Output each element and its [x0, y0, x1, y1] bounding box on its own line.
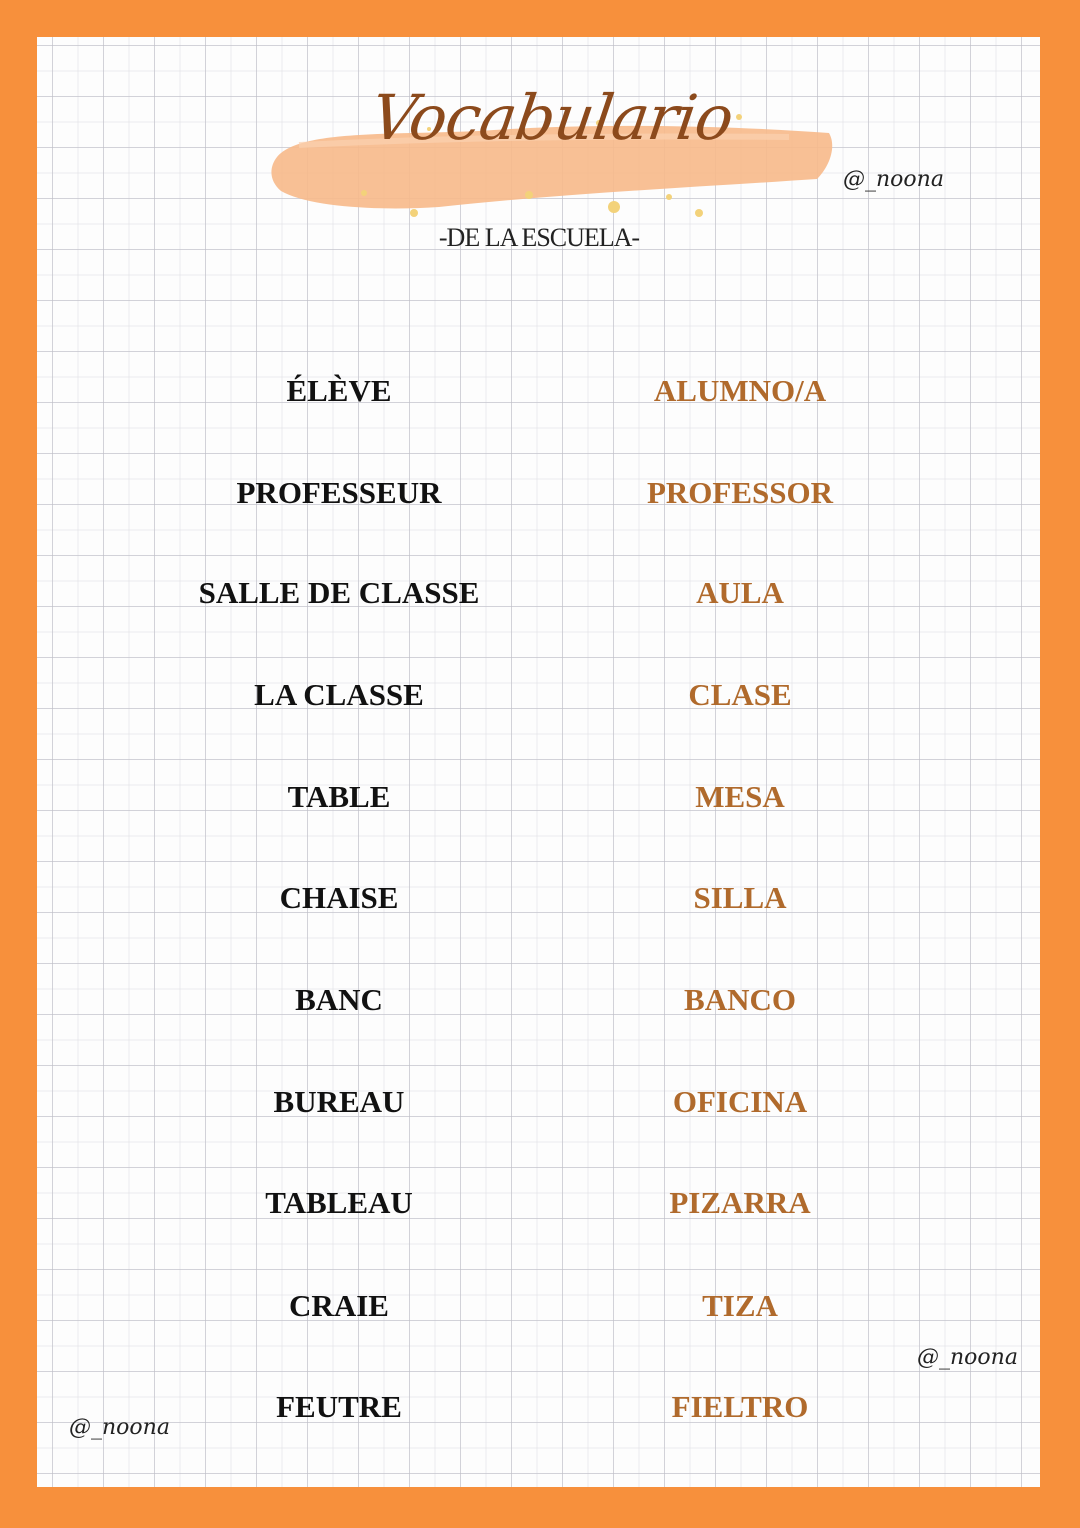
author-handle-right: @_noona — [917, 1345, 1018, 1370]
spanish-word: BANCO — [684, 982, 796, 1017]
french-word: CRAIE — [289, 1288, 389, 1323]
french-word: BANC — [295, 982, 383, 1017]
page-title: Vocabulario — [366, 81, 738, 154]
spanish-word: PROFESSOR — [646, 475, 834, 510]
french-word: FEUTRE — [276, 1389, 402, 1424]
author-handle-top: @_noona — [843, 167, 944, 192]
french-word: ÉLÈVE — [286, 373, 392, 408]
french-word: TABLEAU — [265, 1185, 413, 1220]
spanish-word: MESA — [695, 779, 785, 814]
french-word: SALLE DE CLASSE — [198, 575, 480, 610]
spanish-word: FIELTRO — [671, 1389, 809, 1424]
spanish-word: AULA — [696, 575, 784, 610]
spanish-word: SILLA — [693, 880, 787, 915]
page-subtitle: -DE LA ESCUELA- — [438, 223, 640, 252]
french-word: BUREAU — [273, 1084, 405, 1119]
french-word: CHAISE — [279, 880, 399, 915]
spanish-word: ALUMNO/A — [653, 373, 827, 408]
french-word: TABLE — [287, 779, 391, 814]
spanish-word: OFICINA — [672, 1084, 808, 1119]
spanish-word: CLASE — [688, 677, 792, 712]
french-word: PROFESSEUR — [236, 475, 442, 510]
french-word: LA CLASSE — [254, 677, 424, 712]
spanish-word: TIZA — [702, 1288, 778, 1323]
author-handle-bottom: @_noona — [69, 1415, 170, 1440]
spanish-word: PIZARRA — [669, 1185, 811, 1220]
vocabulary-sheet — [37, 37, 1040, 1487]
